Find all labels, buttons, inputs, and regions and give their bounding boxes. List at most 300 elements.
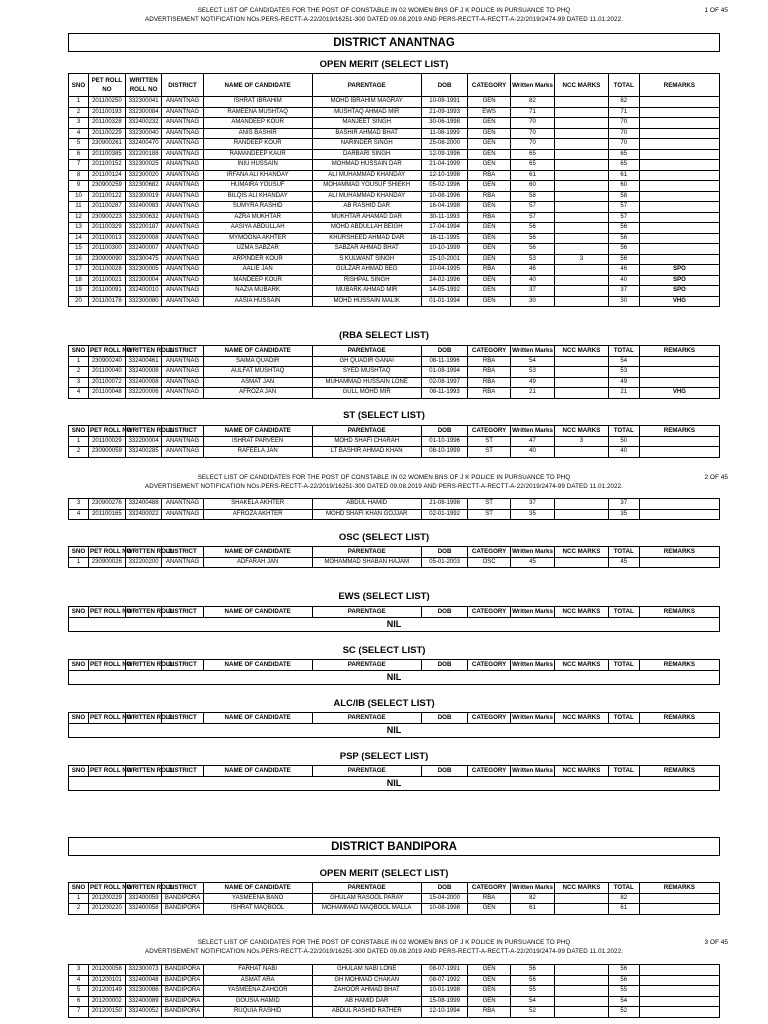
table-cell: OSC xyxy=(468,557,510,568)
column-header: REMARKS xyxy=(639,547,719,558)
table-cell: 20 xyxy=(69,296,89,307)
column-header: NAME OF CANDIDATE xyxy=(203,660,312,671)
column-header: NAME OF CANDIDATE xyxy=(203,346,312,357)
table-cell: MOHD HUSSAIN MALIK xyxy=(312,296,421,307)
column-header: CATEGORY xyxy=(468,607,510,618)
column-header: DISTRICT xyxy=(162,547,203,558)
table-cell: MUSHTAQ AHMAD MIR xyxy=(312,107,421,118)
table-cell: 40 xyxy=(608,447,639,458)
table-cell: 3 xyxy=(69,118,89,129)
table-cell: 47 xyxy=(510,436,555,447)
table-cell: 60 xyxy=(510,181,555,192)
table-cell xyxy=(639,436,719,447)
table-cell: 21-08-1998 xyxy=(421,499,468,510)
table-cell: RBA xyxy=(468,367,510,378)
table-cell: IRFANA ALI KHANDAY xyxy=(203,170,312,181)
table-cell: MOHAMMAD YOUSUF SHIEKH xyxy=(312,181,421,192)
table-cell: 65 xyxy=(608,149,639,160)
table-cell: 2 xyxy=(69,107,89,118)
section-title: SC (SELECT LIST) xyxy=(342,645,426,656)
table-cell: 61 xyxy=(510,170,555,181)
table-cell: 01-01-1994 xyxy=(421,296,468,307)
table-cell: 01-08-1994 xyxy=(421,367,468,378)
column-header: DISTRICT xyxy=(162,426,203,437)
table-cell: 57 xyxy=(510,212,555,223)
table-cell xyxy=(555,97,608,108)
column-header: TOTAL xyxy=(608,426,639,437)
table-cell: 6 xyxy=(69,996,89,1007)
table-cell: 332400010 xyxy=(125,286,162,297)
table-cell xyxy=(639,97,719,108)
table-row xyxy=(69,170,720,181)
column-header: PARENTAGE xyxy=(312,713,421,724)
table-cell: GEN xyxy=(468,975,510,986)
table-cell: 56 xyxy=(510,965,555,976)
section-title: PSP (SELECT LIST) xyxy=(339,751,429,762)
table-cell xyxy=(639,191,719,202)
table-cell: 08-11-1996 xyxy=(421,356,468,367)
table-cell: 332300073 xyxy=(125,965,162,976)
table-cell: ANANTNAG xyxy=(162,436,203,447)
table-cell: 1 xyxy=(69,436,89,447)
table-cell: 55 xyxy=(510,986,555,997)
column-header: WRITTEN ROLL NO xyxy=(125,74,162,97)
table-cell: 332400022 xyxy=(125,509,162,520)
table-cell: 52 xyxy=(608,1007,639,1018)
table-cell: 10-04-1995 xyxy=(421,265,468,276)
table-row xyxy=(69,436,720,447)
table-cell xyxy=(555,149,608,160)
table-row xyxy=(69,181,720,192)
header-line-2: ADVERTISEMENT NOTIFICATION NOs.PERS-RECTT-A-22/2019/16251-300 DATED 09.08.2019 AND PERS-RECTT-A-RECTT-A-22/2019/2474-99 DATED 11.01.2022. xyxy=(145,483,623,490)
table-cell: 1 xyxy=(69,893,89,904)
candidate-table xyxy=(68,345,720,399)
table-cell: 46 xyxy=(608,265,639,276)
table-cell: GEN xyxy=(468,286,510,297)
column-header: WRITTEN ROLL xyxy=(126,767,174,775)
table-cell: VHG xyxy=(639,388,719,399)
table-cell: NARINDER SINGH xyxy=(312,139,421,150)
column-header: TOTAL xyxy=(608,713,639,724)
table-cell: 201200220 xyxy=(89,904,126,915)
table-row xyxy=(69,233,720,244)
table-cell: 08-10-1999 xyxy=(421,447,468,458)
table-cell: AB RASHID DAR xyxy=(312,202,421,213)
table-cell: 56 xyxy=(608,244,639,255)
table-cell: RBA xyxy=(468,212,510,223)
table-cell: AASIA HUSSAIN xyxy=(203,296,312,307)
column-header: DISTRICT xyxy=(162,766,203,777)
table-cell: ANANTNAG xyxy=(162,447,203,458)
table-cell: INIU HUSSAIN xyxy=(203,160,312,171)
table-cell: 332300019 xyxy=(125,191,162,202)
table-cell: 201100165 xyxy=(89,509,126,520)
table-cell: 230900261 xyxy=(89,139,126,150)
column-header: NAME OF CANDIDATE xyxy=(203,766,312,777)
table-cell: 56 xyxy=(608,223,639,234)
table-cell: GEN xyxy=(468,160,510,171)
table-cell: ANANTNAG xyxy=(162,286,203,297)
table-cell: AALIE JAN xyxy=(203,265,312,276)
table-cell: 10-01-1998 xyxy=(421,986,468,997)
candidate-table xyxy=(68,882,720,915)
table-cell: RBA xyxy=(468,388,510,399)
table-cell: 332300004 xyxy=(125,275,162,286)
table-cell: GEN xyxy=(468,233,510,244)
table-cell: DARBARI SINGH xyxy=(312,149,421,160)
table-cell: GEN xyxy=(468,996,510,1007)
table-cell: 10-10-1999 xyxy=(421,244,468,255)
table-cell xyxy=(639,1007,719,1018)
table-cell: 70 xyxy=(510,139,555,150)
table-cell: 230900259 xyxy=(89,181,126,192)
table-row xyxy=(69,447,720,458)
table-header-row xyxy=(69,660,720,671)
table-cell: ST xyxy=(468,509,510,520)
column-header: Written Marks xyxy=(510,74,555,97)
table-cell: RBA xyxy=(468,265,510,276)
column-header: NCC MARKS xyxy=(555,660,608,671)
table-cell: ALI MUHAMMAD KHANDAY xyxy=(312,170,421,181)
column-header: Written Marks xyxy=(512,714,553,722)
column-header: CATEGORY xyxy=(468,426,510,437)
table-cell: 30 xyxy=(510,296,555,307)
table-cell: 52 xyxy=(510,1007,555,1018)
column-header: DISTRICT xyxy=(162,660,203,671)
table-cell: 15 xyxy=(69,244,89,255)
table-header-row xyxy=(69,74,720,97)
table-cell xyxy=(639,904,719,915)
table-cell xyxy=(555,286,608,297)
table-row xyxy=(69,223,720,234)
table-cell: 201100124 xyxy=(89,170,126,181)
table-cell: ANANTNAG xyxy=(162,356,203,367)
table-cell: 49 xyxy=(510,377,555,388)
page-number: 1 OF 45 xyxy=(704,7,728,14)
table-cell: 10-08-1996 xyxy=(421,191,468,202)
table-row xyxy=(69,286,720,297)
table-cell: ANANTNAG xyxy=(162,296,203,307)
column-header: DISTRICT xyxy=(162,346,203,357)
table-row xyxy=(69,975,720,986)
table-cell: MANDEEP KOUR xyxy=(203,275,312,286)
table-cell: 25-08-2000 xyxy=(421,139,468,150)
table-cell: 16 xyxy=(69,254,89,265)
column-header: WRITTEN ROLL xyxy=(126,427,174,435)
column-header: DOB xyxy=(421,883,468,894)
nil-cell: NIL xyxy=(69,723,720,737)
column-header: WRITTEN ROLL xyxy=(126,548,174,556)
column-header: Written Marks xyxy=(512,767,553,775)
table-cell xyxy=(639,986,719,997)
candidate-table xyxy=(68,546,720,568)
table-cell: 16-04-1998 xyxy=(421,202,468,213)
column-header: PET ROLL NO xyxy=(90,767,132,775)
page-header xyxy=(0,473,768,491)
table-cell: 56 xyxy=(510,233,555,244)
table-row xyxy=(69,275,720,286)
table-cell xyxy=(639,212,719,223)
table-row xyxy=(69,996,720,1007)
table-cell: 82 xyxy=(510,97,555,108)
column-header: PARENTAGE xyxy=(312,883,421,894)
table-cell: 230900059 xyxy=(89,447,126,458)
table-cell: SAIMA QUADIR xyxy=(203,356,312,367)
table-cell: 332300084 xyxy=(125,107,162,118)
table-cell: SPO xyxy=(639,265,719,276)
table-cell xyxy=(639,996,719,1007)
table-cell: ANANTNAG xyxy=(162,160,203,171)
table-cell: YASMEENA ZAHOOR xyxy=(203,986,312,997)
table-cell: 332300041 xyxy=(125,97,162,108)
table-row xyxy=(69,149,720,160)
column-header: WRITTEN ROLL xyxy=(126,661,174,669)
table-cell xyxy=(555,181,608,192)
table-cell: GEN xyxy=(468,904,510,915)
table-header-row xyxy=(69,883,720,894)
column-header: PARENTAGE xyxy=(312,547,421,558)
table-cell: ASMAT JAN xyxy=(203,377,312,388)
table-cell: 18 xyxy=(69,275,89,286)
table-cell: 201100329 xyxy=(89,223,126,234)
table-cell xyxy=(639,254,719,265)
table-cell: 332400008 xyxy=(125,367,162,378)
table-cell: 19 xyxy=(69,286,89,297)
column-header: REMARKS xyxy=(639,766,719,777)
column-header: DOB xyxy=(421,766,468,777)
column-header: DOB xyxy=(421,607,468,618)
table-cell: 11 xyxy=(69,202,89,213)
table-cell xyxy=(555,170,608,181)
table-cell xyxy=(555,965,608,976)
table-cell: RAMEENA MUSHTAQ xyxy=(203,107,312,118)
table-cell: 201100250 xyxy=(89,97,126,108)
table-cell: ANANTNAG xyxy=(162,128,203,139)
table-cell: MUKHTAR AHAMAD DAR xyxy=(312,212,421,223)
table-cell: 4 xyxy=(69,388,89,399)
table-cell: BANDIPORA xyxy=(162,965,203,976)
table-cell: RBA xyxy=(468,377,510,388)
table-cell: ANIS BASHIR xyxy=(203,128,312,139)
table-cell: 2 xyxy=(69,447,89,458)
header-line-1: SELECT LIST OF CANDIDATES FOR THE POST OF CONSTABLE IN 02 WOMEN BNS OF J K POLICE IN PURSUANCE TO PHQ xyxy=(197,474,571,481)
table-cell: BANDIPORA xyxy=(162,893,203,904)
table-cell: AZRA MUKHTAR xyxy=(203,212,312,223)
table-cell: MYMOONA AKHTER xyxy=(203,233,312,244)
table-cell: LT BASHIR AHMAD KHAN xyxy=(312,447,421,458)
table-cell: 2 xyxy=(69,904,89,915)
table-cell: ANANTNAG xyxy=(162,509,203,520)
column-header: NCC MARKS xyxy=(555,607,608,618)
table-cell: 2 xyxy=(69,367,89,378)
table-cell: 201100028 xyxy=(89,265,126,276)
column-header: TOTAL xyxy=(608,883,639,894)
table-cell: 332400470 xyxy=(125,139,162,150)
table-cell xyxy=(639,223,719,234)
table-cell xyxy=(555,160,608,171)
table-cell: GHULAM NABI LONE xyxy=(312,965,421,976)
column-header: SNO xyxy=(69,547,89,558)
column-header: NAME OF CANDIDATE xyxy=(203,547,312,558)
column-header: REMARKS xyxy=(639,346,719,357)
table-cell: AB HAMID DAR xyxy=(312,996,421,1007)
table-cell: 332400052 xyxy=(125,1007,162,1018)
table-cell xyxy=(639,170,719,181)
table-cell: GEN xyxy=(468,275,510,286)
column-header: PET ROLL NO xyxy=(90,608,132,616)
table-cell: 201100091 xyxy=(89,286,126,297)
table-cell: 332300682 xyxy=(125,181,162,192)
column-header: CATEGORY xyxy=(468,547,510,558)
table-cell: MOHD IBRAHIM MAGRAY xyxy=(312,97,421,108)
nil-row xyxy=(69,617,720,631)
table-cell: 70 xyxy=(608,128,639,139)
table-row xyxy=(69,367,720,378)
table-cell: 201200101 xyxy=(89,975,126,986)
table-cell: 9 xyxy=(69,181,89,192)
table-cell: 65 xyxy=(510,149,555,160)
table-cell: ANANTNAG xyxy=(162,118,203,129)
table-cell: 230900026 xyxy=(89,557,126,568)
table-cell: MUBARK AHMAD MIR xyxy=(312,286,421,297)
table-cell: MOHD ABDULLAH BEIGH xyxy=(312,223,421,234)
table-cell: 37 xyxy=(608,286,639,297)
table-row xyxy=(69,377,720,388)
table-cell: 201100040 xyxy=(89,367,126,378)
table-cell: 6 xyxy=(69,149,89,160)
table-cell: ST xyxy=(468,436,510,447)
column-header: Written Marks xyxy=(512,884,553,892)
table-cell: 57 xyxy=(608,202,639,213)
column-header: NCC MARKS xyxy=(555,547,608,558)
table-cell: 56 xyxy=(608,254,639,265)
table-cell: 21 xyxy=(608,388,639,399)
column-header: DISTRICT xyxy=(162,607,203,618)
table-cell: ISHRAT PARVEEN xyxy=(203,436,312,447)
section-title: OPEN MERIT (SELECT LIST) xyxy=(319,59,449,70)
table-cell xyxy=(555,509,608,520)
header-line-2: ADVERTISEMENT NOTIFICATION NOs.PERS-RECTT-A-22/2019/16251-300 DATED 09.08.2019 AND PERS-RECTT-A-RECTT-A-22/2019/2474-99 DATED 11.01.2022. xyxy=(145,16,623,23)
table-cell xyxy=(639,244,719,255)
table-row xyxy=(69,160,720,171)
table-cell xyxy=(639,447,719,458)
table-cell: GEN xyxy=(468,139,510,150)
table-cell: 40 xyxy=(608,275,639,286)
table-cell: 4 xyxy=(69,975,89,986)
column-header: SNO xyxy=(69,713,89,724)
table-cell: 332400083 xyxy=(125,202,162,213)
table-row xyxy=(69,118,720,129)
table-cell: 332400008 xyxy=(125,377,162,388)
table-cell: RAFEELA JAN xyxy=(203,447,312,458)
table-cell: 201200229 xyxy=(89,893,126,904)
table-cell: 61 xyxy=(608,904,639,915)
table-cell: ISHRAT IBRAHIM xyxy=(203,97,312,108)
table-cell: 58 xyxy=(608,191,639,202)
column-header: NAME OF CANDIDATE xyxy=(203,883,312,894)
table-cell: BANDIPORA xyxy=(162,1007,203,1018)
table-cell: AASIYA ABDULLAH xyxy=(203,223,312,234)
column-header: SNO xyxy=(69,766,89,777)
table-cell: ANANTNAG xyxy=(162,212,203,223)
candidate-table xyxy=(68,73,720,307)
table-cell: 230900223 xyxy=(89,212,126,223)
table-cell: 16-11-1995 xyxy=(421,233,468,244)
table-row xyxy=(69,904,720,915)
table-cell: 332200006 xyxy=(125,388,162,399)
table-cell: 201100029 xyxy=(89,436,126,447)
column-header: PET ROLL NO xyxy=(90,427,132,435)
table-cell: SYED MUSHTAQ xyxy=(312,367,421,378)
table-cell: VHG xyxy=(639,296,719,307)
table-cell: 82 xyxy=(608,893,639,904)
table-cell xyxy=(555,557,608,568)
district-title: DISTRICT ANANTNAG xyxy=(68,33,720,52)
table-cell: 82 xyxy=(608,97,639,108)
column-header: DOB xyxy=(421,74,468,97)
table-cell: GH MOHMAD CHAKAN xyxy=(312,975,421,986)
table-cell: ANANTNAG xyxy=(162,233,203,244)
table-cell: 332400285 xyxy=(125,447,162,458)
table-cell: ANANTNAG xyxy=(162,149,203,160)
table-cell xyxy=(639,118,719,129)
table-cell: RBA xyxy=(468,191,510,202)
nil-cell: NIL xyxy=(69,670,720,684)
table-cell: ANANTNAG xyxy=(162,499,203,510)
table-cell xyxy=(555,904,608,915)
table-cell: ZAHOOR AHMAD BHAT xyxy=(312,986,421,997)
table-cell: 56 xyxy=(608,233,639,244)
table-cell: 71 xyxy=(510,107,555,118)
nil-row xyxy=(69,670,720,684)
table-cell: ANANTNAG xyxy=(162,265,203,276)
table-cell: 45 xyxy=(510,557,555,568)
table-cell: 201100013 xyxy=(89,233,126,244)
table-header-row xyxy=(69,426,720,437)
table-cell: 54 xyxy=(510,356,555,367)
table-cell: 201100178 xyxy=(89,296,126,307)
table-header-row xyxy=(69,346,720,357)
table-cell: ADFARAH JAN xyxy=(203,557,312,568)
table-cell: 70 xyxy=(608,139,639,150)
table-row xyxy=(69,557,720,568)
table-cell: 332300080 xyxy=(125,296,162,307)
table-cell: 230900090 xyxy=(89,254,126,265)
column-header: CATEGORY xyxy=(468,74,510,97)
table-cell xyxy=(639,202,719,213)
table-cell: 40 xyxy=(510,447,555,458)
column-header: DISTRICT xyxy=(162,713,203,724)
candidate-table xyxy=(68,712,720,738)
table-cell: 5 xyxy=(69,986,89,997)
table-cell: 37 xyxy=(510,286,555,297)
column-header: DOB xyxy=(421,547,468,558)
table-cell: 5 xyxy=(69,139,89,150)
column-header: SNO xyxy=(69,660,89,671)
column-header: DISTRICT xyxy=(162,74,203,97)
table-cell: 7 xyxy=(69,1007,89,1018)
column-header: Written Marks xyxy=(512,661,553,669)
table-cell xyxy=(555,191,608,202)
table-cell: 70 xyxy=(510,118,555,129)
column-header: NCC MARKS xyxy=(555,766,608,777)
table-cell: 332400488 xyxy=(125,499,162,510)
table-cell: GEN xyxy=(468,202,510,213)
table-cell: GULZAR AHMAD BEG xyxy=(312,265,421,276)
column-header: SNO xyxy=(69,426,89,437)
table-header-row xyxy=(69,607,720,618)
column-header: PET ROLL NO xyxy=(89,74,126,97)
